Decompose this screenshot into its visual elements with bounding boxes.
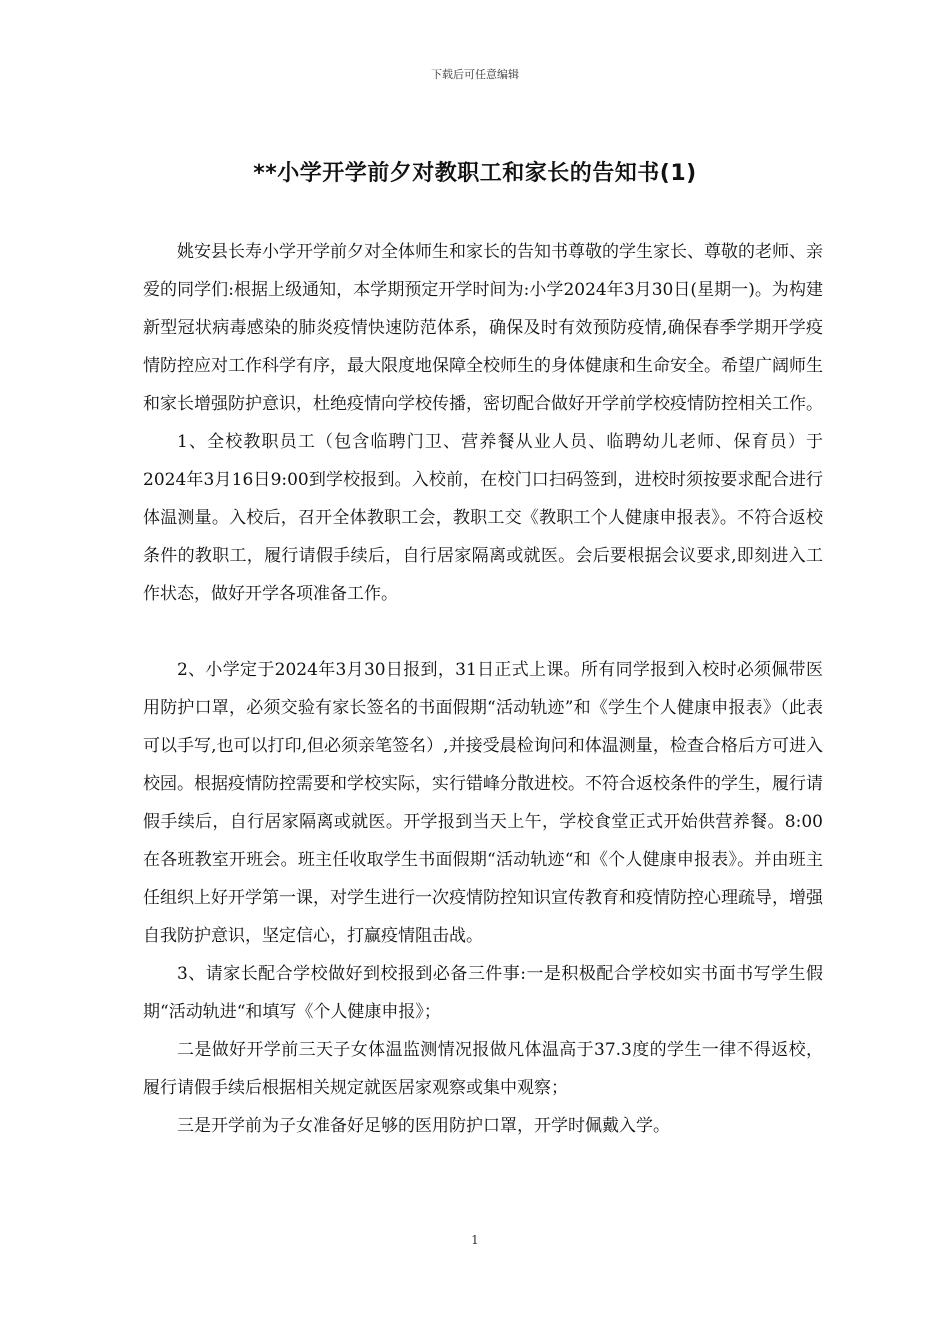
item-1-paragraph: 1、全校教职员工（包含临聘门卫、营养餐从业人员、临聘幼儿老师、保育员）于2024年3月16日9:00到学校报到。入校前，在校门口扫码签到，进校时须按要求配合进行体温测量。入校后，召开全体教职工会，教职工交《教职工个人健康申报表》。不符合返校条件的教职工，履行请假手续后，自行居家隔离或就医。会后要根据会议要求,即刻进入工作状态，做好开学各项准备工作。 <box>143 432 823 604</box>
item-3-second-point: 二是做好开学前三天子女体温监测情况报做凡体温高于37.3度的学生一律不得返校，履行请假手续后根据相关规定就医居家观察或集中观察； <box>143 1040 823 1098</box>
document-body <box>143 233 823 1145</box>
item-3-third-point: 三是开学前为子女准备好足够的医用防护口罩，开学时佩戴入学。 <box>177 1116 670 1136</box>
item-3-paragraph: 3、请家长配合学校做好到校报到必备三件事:一是积极配合学校如实书面书写学生假期“活动轨进“和填写《个人健康申报》； <box>143 964 823 1022</box>
header-note: 下载后可任意编辑 <box>431 68 519 81</box>
intro-paragraph: 姚安县长寿小学开学前夕对全体师生和家长的告知书尊敬的学生家长、尊敬的老师、亲爱的同学们:根据上级通知，本学期预定开学时间为:小学2024年3月30日(星期一)。为构建新型冠状病毒感染的肺炎疫情快速防范体系，确保及时有效预防疫情,确保春季学期开学疫情防控应对工作科学有序，最大限度地保障全校师生的身体健康和生命安全。希望广阔师生和家长增强防护意识，杜绝疫情向学校传播，密切配合做好开学前学校疫情防控相关工作。 <box>143 242 823 414</box>
page-number: 1 <box>471 1233 479 1247</box>
item-2-paragraph: 2、小学定于2024年3月30日报到，31日正式上课。所有同学报到入校时必须佩带医用防护口罩，必须交验有家长签名的书面假期“活动轨迹”和《学生个人健康申报表》（此表可以手写,也可以打印,但必须亲笔签名）,并接受晨检询问和体温测量，检查合格后方可进入校园。根据疫情防控需要和学校实际，实行错峰分散进校。不符合返校条件的学生，履行请假手续后，自行居家隔离或就医。开学报到当天上午，学校食堂正式开始供营养餐。8:00在各班教室开班会。班主任收取学生书面假期“活动轨迹“和《个人健康申报表》。并由班主任组织上好开学第一课，对学生进行一次疫情防控知识宣传教育和疫情防控心理疏导，增强自我防护意识，坚定信心，打赢疫情阻击战。 <box>143 660 823 946</box>
document-title: **小学开学前夕对教职工和家长的告知书(1) <box>253 161 697 186</box>
paragraph-gap <box>143 613 823 651</box>
